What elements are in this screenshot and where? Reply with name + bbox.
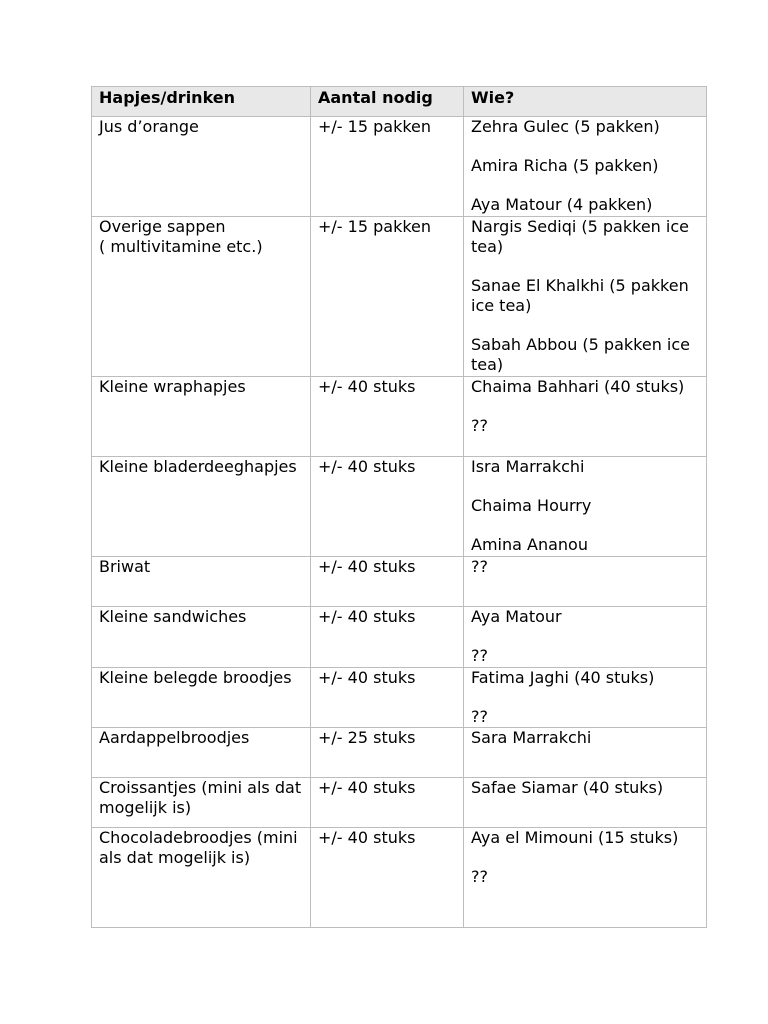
who-cell	[464, 457, 707, 557]
header-item: Hapjes/drinken	[92, 87, 311, 117]
item-cell	[92, 217, 311, 377]
item-name: Kleine belegde broodjes	[99, 668, 292, 687]
amount-cell: +/- 40 stuks	[311, 828, 464, 928]
paragraph-gap	[471, 688, 700, 707]
volunteer-entry: Aya el Mimouni (15 stuks)	[471, 828, 679, 847]
item-name: Kleine sandwiches	[99, 607, 247, 626]
table-row	[92, 377, 707, 457]
table-header-row	[92, 87, 707, 117]
item-cell	[92, 778, 311, 828]
volunteer-entry: ??	[471, 867, 488, 886]
item-name: Overige sappen	[99, 217, 226, 236]
volunteer-entry: Sabah Abbou (5 pakken ice tea)	[471, 335, 696, 374]
amount-cell: +/- 40 stuks	[311, 607, 464, 668]
table-row	[92, 117, 707, 217]
who-cell	[464, 607, 707, 668]
item-cell	[92, 557, 311, 607]
paragraph-gap	[471, 848, 700, 867]
volunteer-entry: ??	[471, 646, 488, 665]
amount-cell: +/- 40 stuks	[311, 457, 464, 557]
volunteer-entry: Zehra Gulec (5 pakken)	[471, 117, 660, 136]
volunteer-entry: Safae Siamar (40 stuks)	[471, 778, 664, 797]
volunteer-entry: ??	[471, 707, 488, 726]
table-row	[92, 457, 707, 557]
table-row	[92, 607, 707, 668]
volunteer-entry: Amira Richa (5 pakken)	[471, 156, 659, 175]
table-row	[92, 778, 707, 828]
volunteer-entry: ??	[471, 416, 488, 435]
table-row	[92, 728, 707, 778]
item-cell	[92, 607, 311, 668]
who-cell	[464, 828, 707, 928]
who-cell	[464, 728, 707, 778]
item-cell	[92, 117, 311, 217]
volunteer-entry: ??	[471, 557, 488, 576]
item-name: Kleine wraphapjes	[99, 377, 246, 396]
item-name: Chocoladebroodjes (mini als dat mogelijk is)	[99, 828, 303, 867]
paragraph-gap	[471, 627, 700, 646]
item-name: Aardappelbroodjes	[99, 728, 250, 747]
header-amount: Aantal nodig	[311, 87, 464, 117]
volunteer-entry: Amina Ananou	[471, 535, 588, 554]
header-who: Wie?	[464, 87, 707, 117]
who-cell	[464, 117, 707, 217]
amount-cell: +/- 25 stuks	[311, 728, 464, 778]
volunteer-entry: Aya Matour	[471, 607, 562, 626]
volunteer-entry: Aya Matour (4 pakken)	[471, 195, 653, 214]
table-body	[92, 117, 707, 928]
volunteer-entry: Isra Marrakchi	[471, 457, 585, 476]
item-cell	[92, 668, 311, 728]
who-cell	[464, 217, 707, 377]
who-cell	[464, 668, 707, 728]
volunteer-entry: Fatima Jaghi (40 stuks)	[471, 668, 655, 687]
amount-cell: +/- 40 stuks	[311, 778, 464, 828]
amount-cell: +/- 15 pakken	[311, 117, 464, 217]
volunteer-entry: Sanae El Khalkhi (5 pakken ice tea)	[471, 276, 694, 315]
amount-cell: +/- 40 stuks	[311, 668, 464, 728]
item-cell	[92, 828, 311, 928]
amount-cell: +/- 15 pakken	[311, 217, 464, 377]
amount-cell: +/- 40 stuks	[311, 557, 464, 607]
item-cell	[92, 728, 311, 778]
volunteer-entry: Nargis Sediqi (5 pakken ice tea)	[471, 217, 695, 256]
paragraph-gap	[471, 316, 700, 335]
item-name: Kleine bladerdeeghapjes	[99, 457, 297, 476]
item-name: Jus d’orange	[99, 117, 199, 136]
table-row	[92, 557, 707, 607]
amount-cell: +/- 40 stuks	[311, 377, 464, 457]
who-cell	[464, 377, 707, 457]
paragraph-gap	[471, 516, 700, 535]
item-cell	[92, 457, 311, 557]
table-row	[92, 668, 707, 728]
table-row	[92, 217, 707, 377]
paragraph-gap	[471, 397, 700, 416]
volunteer-entry: Chaima Bahhari (40 stuks)	[471, 377, 685, 396]
item-name: Briwat	[99, 557, 151, 576]
paragraph-gap	[471, 176, 700, 195]
who-cell	[464, 557, 707, 607]
table-row	[92, 828, 707, 928]
item-name: Croissantjes (mini als dat mogelijk is)	[99, 778, 307, 817]
item-cell	[92, 377, 311, 457]
who-cell	[464, 778, 707, 828]
volunteer-entry: Chaima Hourry	[471, 496, 592, 515]
paragraph-gap	[471, 257, 700, 276]
paragraph-gap	[471, 477, 700, 496]
food-drinks-table	[91, 86, 707, 928]
paragraph-gap	[471, 137, 700, 156]
volunteer-entry: Sara Marrakchi	[471, 728, 592, 747]
item-name: ( multivitamine etc.)	[99, 237, 263, 256]
